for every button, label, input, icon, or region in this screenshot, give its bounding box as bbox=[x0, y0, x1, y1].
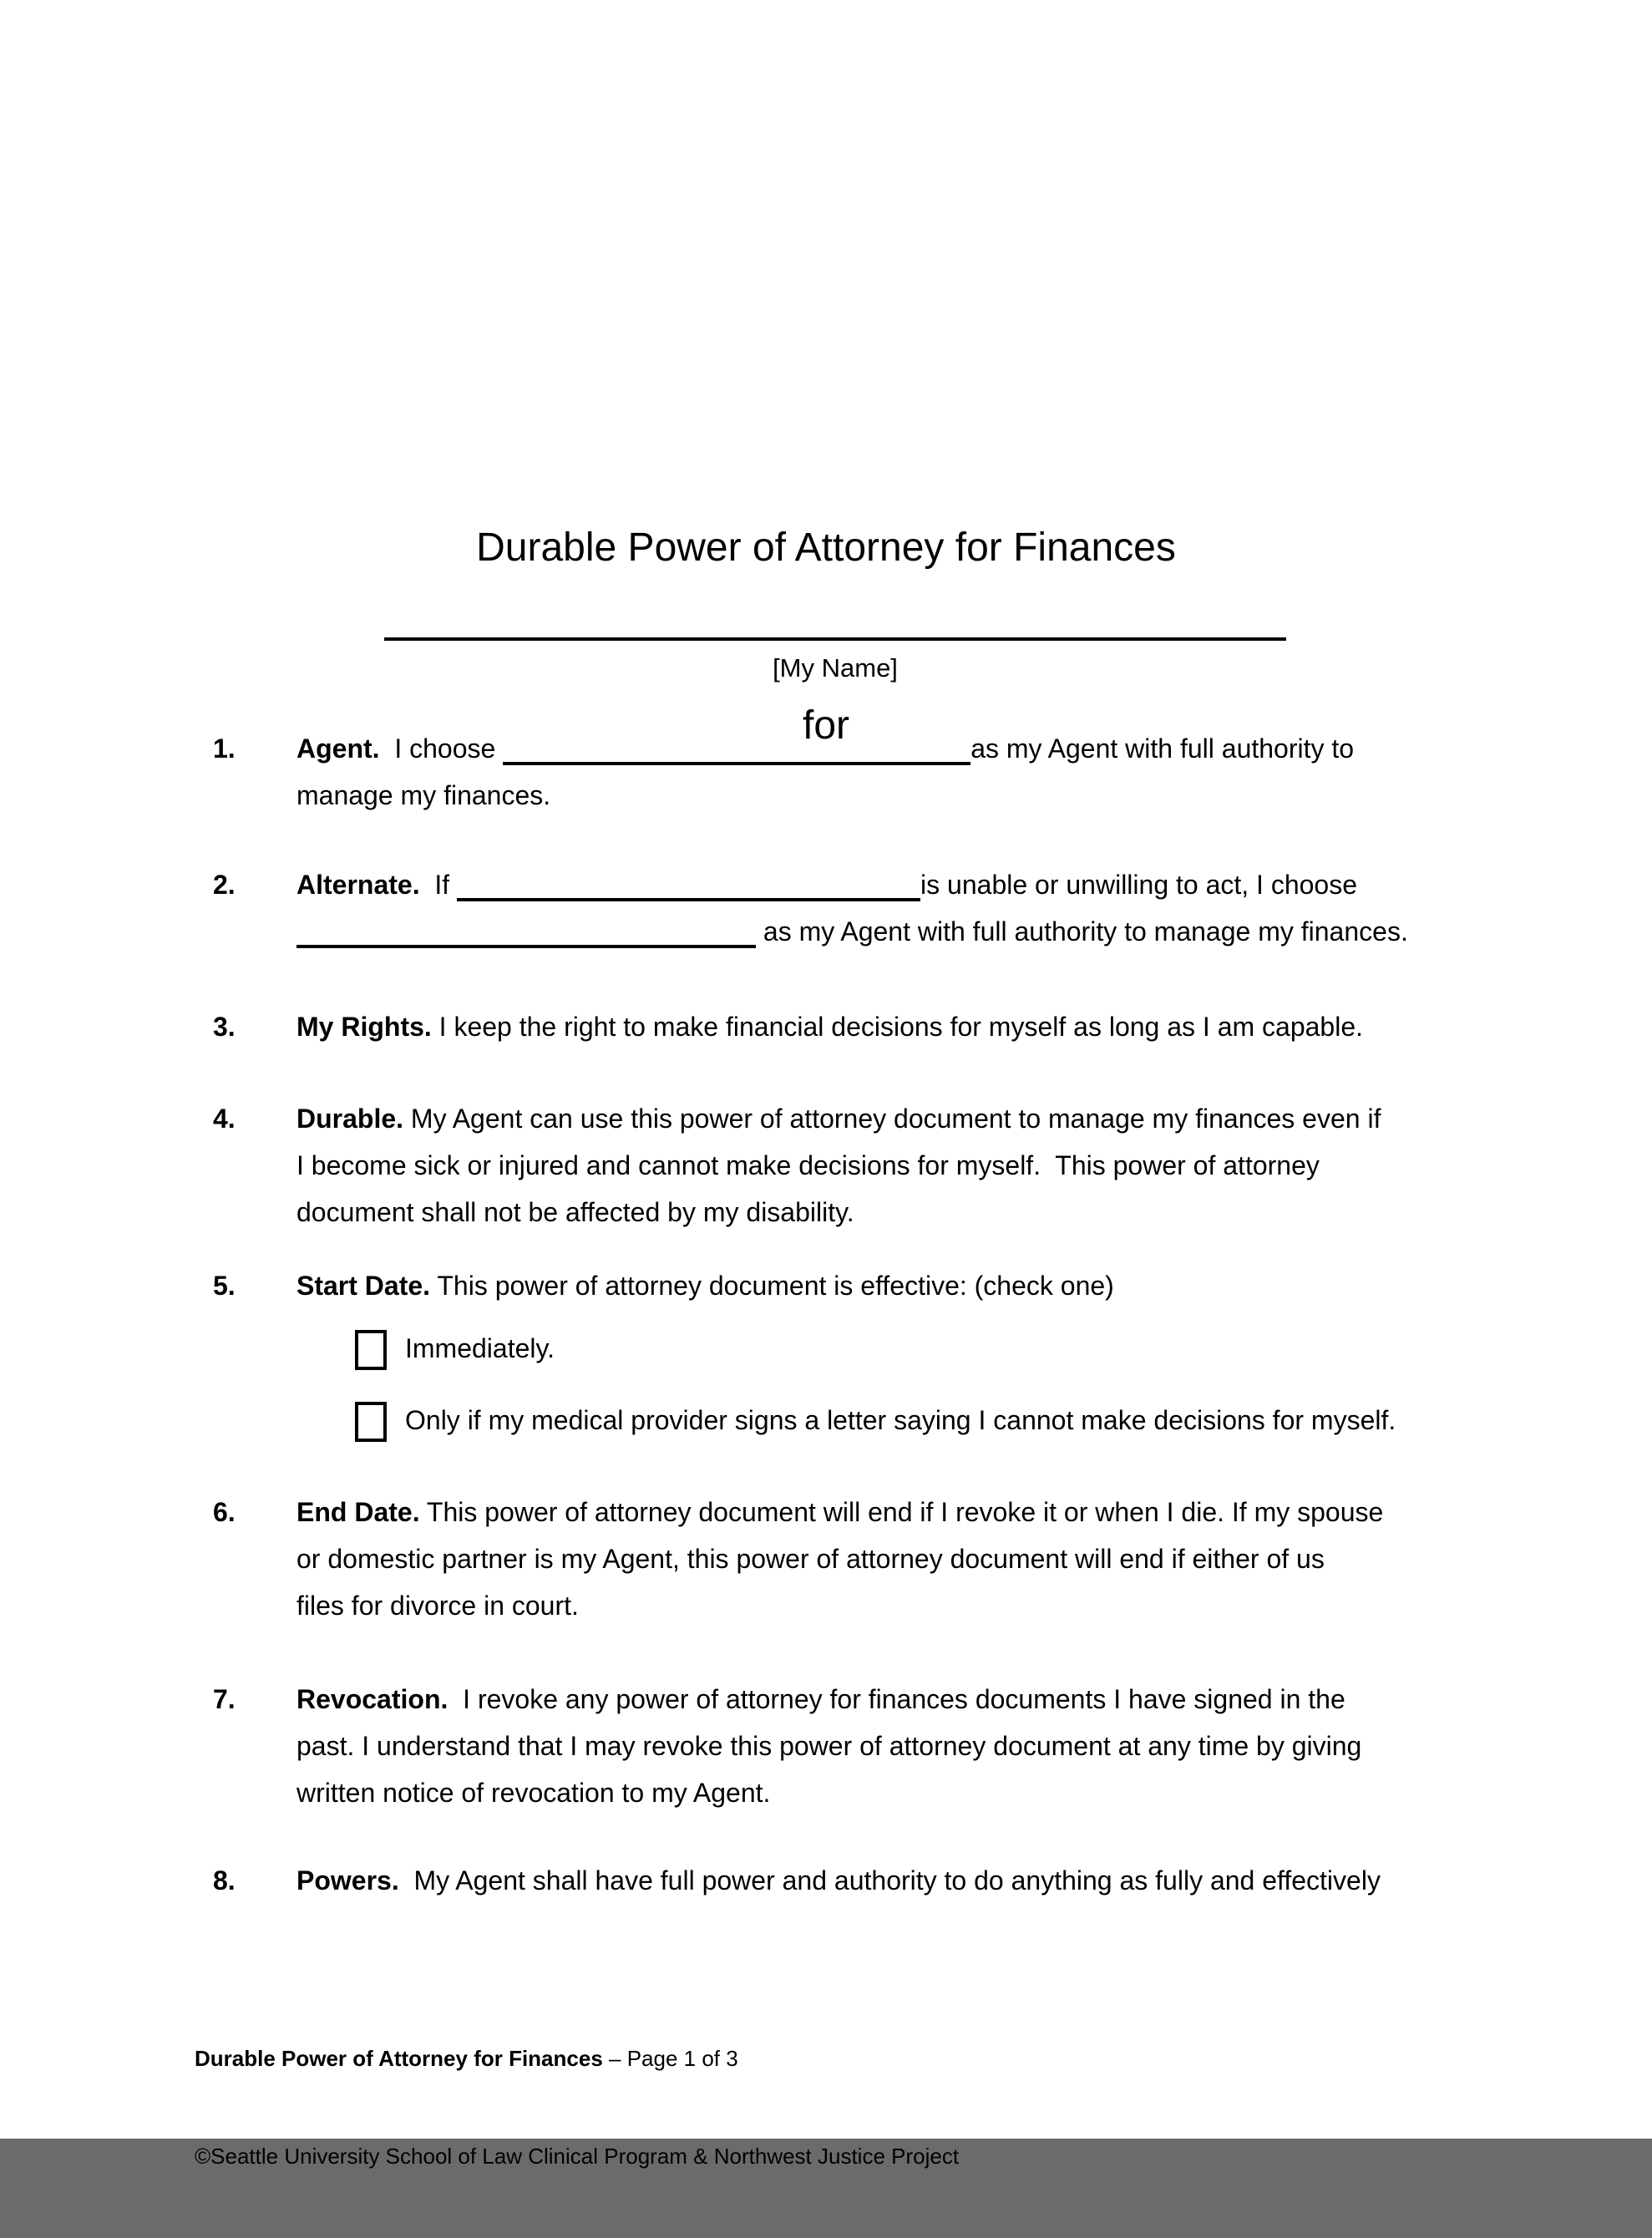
my-name-blank-field[interactable] bbox=[384, 637, 1286, 641]
item-line bbox=[296, 1189, 1516, 1236]
list-item-end-date bbox=[213, 1489, 1516, 1629]
footer-page-number: – Page 1 of 3 bbox=[602, 2046, 738, 2071]
item-heading: My Rights. bbox=[296, 1012, 432, 1042]
alternate-condition-blank-field[interactable] bbox=[457, 861, 920, 901]
item-text: as my Agent with full authority to bbox=[970, 733, 1355, 764]
item-line bbox=[296, 1262, 1516, 1309]
start-date-option-medical-letter bbox=[355, 1398, 1396, 1442]
start-date-option-immediately bbox=[355, 1327, 555, 1370]
item-number: 1. bbox=[213, 733, 236, 764]
item-line bbox=[296, 1857, 1516, 1904]
item-text: is unable or unwilling to act, I choose bbox=[920, 870, 1358, 900]
item-line bbox=[296, 908, 1516, 955]
item-line bbox=[296, 1142, 1516, 1189]
item-heading: Alternate. bbox=[296, 870, 420, 900]
medical-letter-checkbox[interactable] bbox=[355, 1402, 387, 1442]
item-number: 8. bbox=[213, 1865, 236, 1895]
item-text: This power of attorney document will end if I revoke it or when I die. If my spouse bbox=[419, 1497, 1384, 1527]
list-item-my-rights bbox=[213, 1003, 1516, 1050]
agent-name-blank-field[interactable] bbox=[503, 725, 970, 765]
item-heading: End Date. bbox=[296, 1497, 420, 1527]
list-item-durable bbox=[213, 1095, 1516, 1236]
list-item-revocation bbox=[213, 1676, 1516, 1816]
item-number: 6. bbox=[213, 1497, 236, 1527]
item-line bbox=[296, 1489, 1516, 1535]
item-number: 7. bbox=[213, 1684, 236, 1714]
footer-line-1 bbox=[195, 2043, 959, 2075]
item-text: written notice of revocation to my Agent. bbox=[296, 1778, 771, 1808]
item-text: files for divorce in court. bbox=[296, 1591, 579, 1621]
item-text: My Agent can use this power of attorney document to manage my finances even if bbox=[403, 1104, 1381, 1134]
item-line bbox=[296, 1723, 1516, 1769]
item-text: past. I understand that I may revoke this power of attorney document at any time by giving bbox=[296, 1731, 1362, 1761]
my-name-label: [My Name] bbox=[773, 653, 898, 683]
item-text: I choose bbox=[379, 733, 504, 764]
item-text: This power of attorney document is effective: (check one) bbox=[430, 1271, 1114, 1301]
item-heading: Powers. bbox=[296, 1865, 399, 1895]
title-line-2: for bbox=[802, 703, 849, 748]
item-text: document shall not be affected by my disability. bbox=[296, 1197, 854, 1227]
item-line bbox=[296, 725, 1516, 772]
item-number: 2. bbox=[213, 870, 236, 900]
checkbox-label: Immediately. bbox=[405, 1333, 555, 1363]
item-line bbox=[296, 1095, 1516, 1142]
list-item-alternate bbox=[213, 861, 1516, 955]
title-line-1: Durable Power of Attorney for Finances bbox=[476, 525, 1176, 570]
list-item-start-date bbox=[213, 1262, 1516, 1309]
item-heading: Start Date. bbox=[296, 1271, 431, 1301]
item-heading: Durable. bbox=[296, 1104, 404, 1134]
list-item-powers bbox=[213, 1857, 1516, 1904]
item-line bbox=[296, 1769, 1516, 1816]
item-text: I become sick or injured and cannot make decisions for myself. This power of attorney bbox=[296, 1150, 1320, 1180]
footer-doc-title: Durable Power of Attorney for Finances bbox=[195, 2046, 603, 2071]
item-text: If bbox=[419, 870, 458, 900]
item-text: as my Agent with full authority to manage my finances. bbox=[756, 916, 1408, 946]
item-text: manage my finances. bbox=[296, 780, 551, 810]
footer-copyright: ©Seattle University School of Law Clinical Program & Northwest Justice Project bbox=[195, 2144, 960, 2169]
item-number: 5. bbox=[213, 1271, 236, 1301]
item-line bbox=[296, 1582, 1516, 1629]
item-line bbox=[296, 1003, 1516, 1050]
item-line bbox=[296, 861, 1516, 908]
item-text: I keep the right to make financial decisions for myself as long as I am capable. bbox=[431, 1012, 1364, 1042]
item-text: My Agent shall have full power and authority to do anything as fully and effectively bbox=[398, 1865, 1381, 1895]
item-line bbox=[296, 1676, 1516, 1723]
immediately-checkbox[interactable] bbox=[355, 1330, 387, 1370]
item-heading: Agent. bbox=[296, 733, 380, 764]
item-line bbox=[296, 772, 1516, 819]
list-item-agent bbox=[213, 725, 1516, 819]
item-line bbox=[296, 1535, 1516, 1582]
item-heading: Revocation. bbox=[296, 1684, 448, 1714]
item-text: I revoke any power of attorney for finances documents I have signed in the bbox=[448, 1684, 1345, 1714]
item-number: 3. bbox=[213, 1012, 236, 1042]
item-text: or domestic partner is my Agent, this power of attorney document will end if either of us bbox=[296, 1544, 1325, 1574]
alternate-name-blank-field[interactable] bbox=[296, 908, 756, 948]
page-footer bbox=[195, 1977, 959, 2238]
item-number: 4. bbox=[213, 1104, 236, 1134]
checkbox-label: Only if my medical provider signs a letter saying I cannot make decisions for myself. bbox=[405, 1405, 1396, 1435]
